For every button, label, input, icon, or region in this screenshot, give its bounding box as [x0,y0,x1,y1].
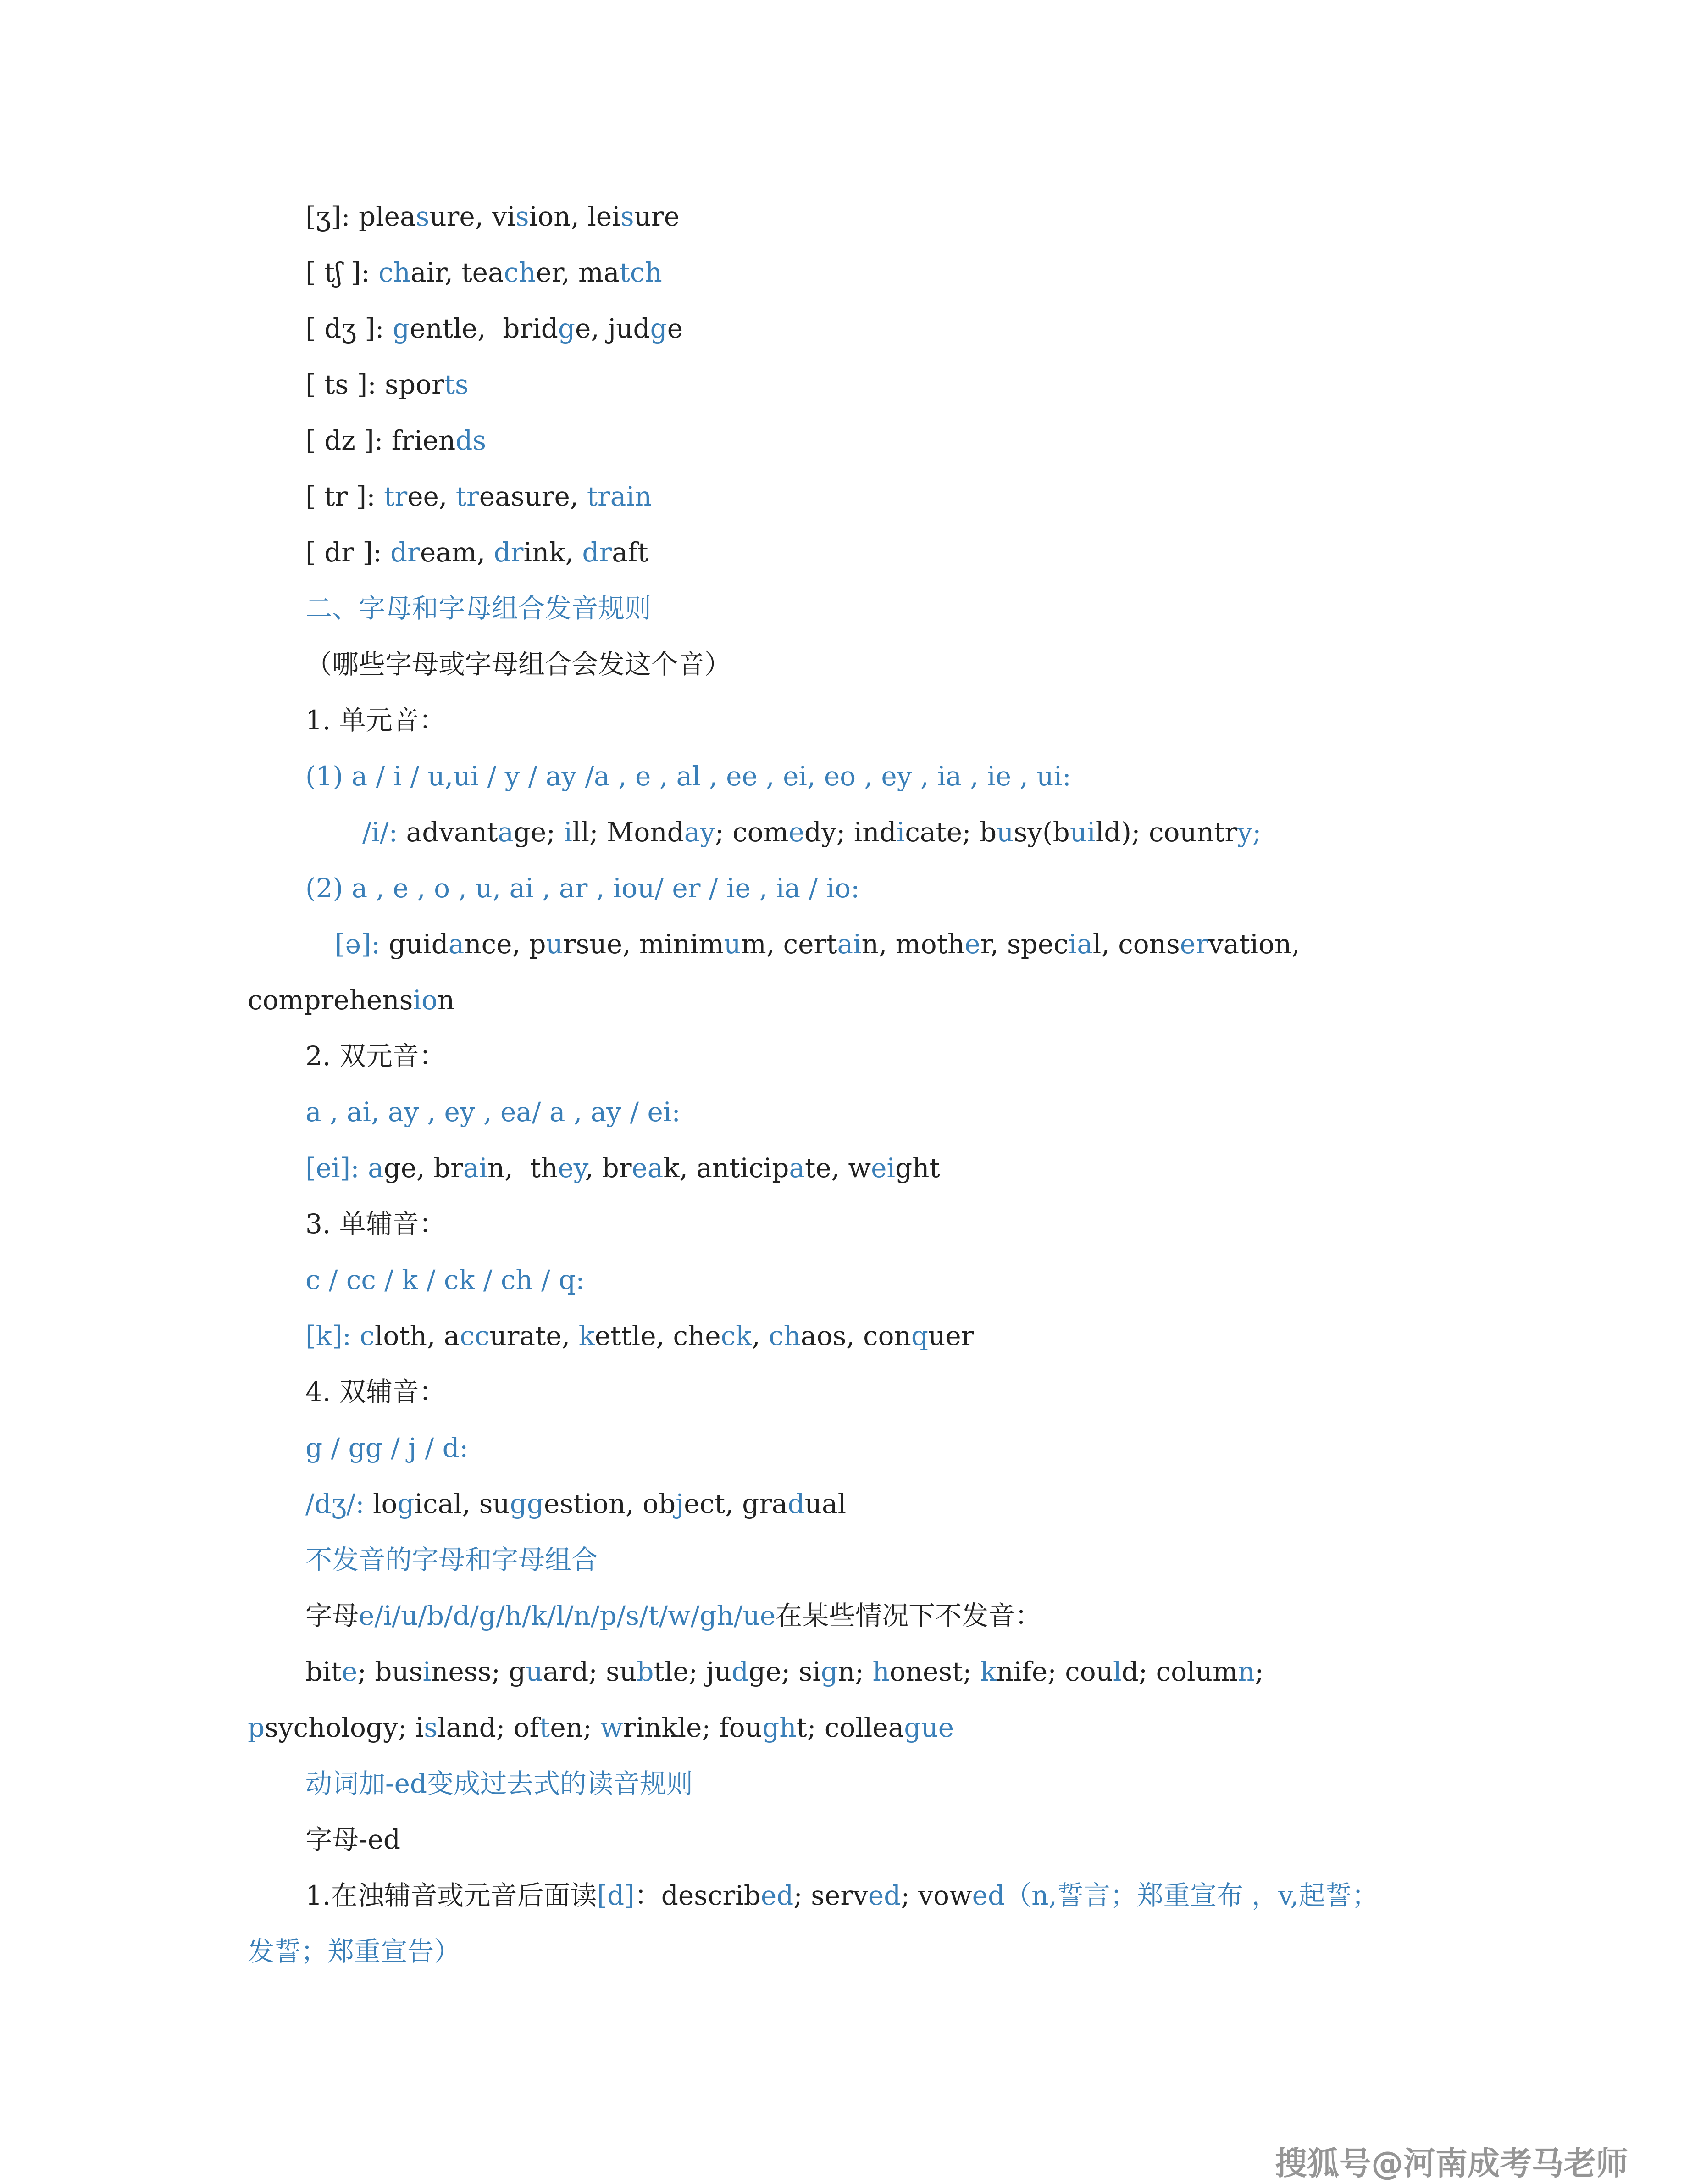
text-segment: 字母 [305,1600,359,1631]
text-segment: er [1180,928,1208,960]
text-segment: nce, p [464,928,546,960]
text-segment: ect, gra [684,1488,788,1519]
text-segment: ai [463,1152,488,1184]
text-segment: cc [460,1320,490,1351]
text-segment: ia [1068,928,1093,960]
text-segment: q [911,1320,929,1351]
text-segment: h [872,1656,890,1687]
text-segment: u [724,928,741,960]
text-segment: tr [455,481,479,512]
text-segment: g [650,313,667,344]
text-segment: e [667,313,683,344]
ed-rule-1-cont [0,1933,1684,1970]
text-segment: ck [720,1320,752,1351]
watermark: 搜狐号@河南成考马老师 [1275,2145,1628,2182]
text-segment: 4. 双辅音： [305,1376,446,1407]
text-segment: dy; ind [804,817,897,848]
text-segment: j [676,1488,684,1519]
text-segment: [ə]: [335,928,389,960]
text-segment: （哪些字母或字母组合会发这个音） [305,649,731,680]
text-segment: ; com [715,817,789,848]
text-segment: dr [493,537,524,568]
text-segment: aft [612,537,648,568]
silent-letters-intro [0,1597,1684,1634]
text-segment: er, ma [536,257,620,288]
text-segment: m, cert [741,928,837,960]
text-segment: s [620,201,634,232]
text-segment: en; [550,1712,601,1743]
text-segment: [d] [597,1880,635,1911]
text-segment: g [397,1488,415,1519]
ed-rule-1 [0,1877,1684,1914]
text-segment: y; [1237,817,1262,848]
text-segment: ay [684,817,715,848]
text-segment: ey [558,1152,585,1184]
text-segment: ch [769,1320,801,1351]
double-consonant-examples [0,1485,1684,1522]
text-segment: (1) a / i / u,ui / y / ay /a , e , al , ee , ei, eo , ey , ia , ie , ui: [305,761,1071,792]
text-segment: 发誓；郑重宣告） [248,1936,461,1967]
text-segment: ettle, che [594,1320,721,1351]
text-segment: i [896,817,905,848]
text-segment: a [368,1152,384,1184]
text-segment: w [600,1712,623,1743]
text-segment: d [731,1656,749,1687]
text-segment: ain [610,481,652,512]
text-segment: e [342,1656,358,1687]
heading-diphthong [0,1038,1684,1074]
text-segment: r, spec [980,928,1069,960]
text-segment: e [964,928,980,960]
text-segment: uer [928,1320,974,1351]
text-segment: c [360,1320,375,1351]
diphthong-letters [0,1094,1684,1130]
line-dz [0,422,1684,459]
text-segment: bit [305,1656,342,1687]
text-segment: ai [837,928,862,960]
text-segment: 在某些情况下不发音： [776,1600,1042,1631]
heading-monophthong [0,702,1684,739]
text-segment: s [424,1712,438,1743]
text-segment: , br [585,1152,632,1184]
text-segment: ll; Mond [572,817,684,848]
ed-subtitle [0,1821,1684,1858]
text-segment: d [787,1488,805,1519]
text-segment: 2. 双元音： [305,1040,446,1072]
text-segment: s [515,201,529,232]
text-segment: ch [378,257,411,288]
rule-2-letters [0,870,1684,906]
text-segment: ght [895,1152,940,1184]
text-segment: vation, [1208,928,1300,960]
text-segment: rsue, minim [563,928,724,960]
text-segment: ei [871,1152,895,1184]
text-segment: ds [455,425,487,456]
text-segment: i [422,1656,432,1687]
line-dr [0,534,1684,571]
line-ts [0,366,1684,403]
text-segment: te, w [804,1152,871,1184]
rule-2-examples [0,926,1684,962]
text-segment: 动词加-ed变成过去式的读音规则 [305,1768,693,1799]
text-segment: ; bus [357,1656,423,1687]
text-segment: ge; [513,817,564,848]
text-segment: b [637,1656,654,1687]
text-segment: n, moth [861,928,965,960]
text-segment: entle, brid [410,313,558,344]
text-segment: ; vow [901,1880,972,1911]
text-segment: /i/: [362,817,406,848]
text-segment: ; [1255,1656,1264,1687]
text-segment: ：describ [634,1880,761,1911]
text-segment: u [526,1656,543,1687]
text-segment: 二、字母和字母组合发音规则 [305,593,652,624]
text-segment: ard; su [543,1656,637,1687]
text-segment: dr [582,537,612,568]
text-segment: t [539,1712,550,1743]
text-segment: [k]: [305,1320,360,1351]
text-segment: aos, con [800,1320,911,1351]
text-segment: cate; b [905,817,997,848]
text-segment: estion, ob [543,1488,676,1519]
text-segment: i [564,817,572,848]
text-segment: gg [510,1488,544,1519]
text-segment: tr [384,481,408,512]
text-segment: e, jud [575,313,650,344]
text-segment: u [546,928,563,960]
text-segment: gh [762,1712,797,1743]
section-heading-letter-rules [0,590,1684,627]
text-segment: ed [760,1880,794,1911]
text-segment: nife; cou [996,1656,1113,1687]
text-segment: 1. 单元音： [305,705,446,736]
text-segment: g [392,313,410,344]
double-consonant-letters [0,1429,1684,1466]
line-ʒ [0,198,1684,235]
text-segment: ge; si [748,1656,821,1687]
text-segment: urate, [489,1320,579,1351]
text-segment: loth, a [374,1320,460,1351]
text-segment: g [820,1656,838,1687]
text-segment: ts [444,369,469,400]
text-segment: [ tr ]: [305,481,384,512]
text-segment: advant [406,817,498,848]
text-segment: ure [634,201,680,232]
text-segment: a [448,928,465,960]
rule-1-letters [0,758,1684,795]
text-segment: n [437,984,455,1016]
text-segment: ink, [523,537,582,568]
text-segment: easure, [479,481,587,512]
text-segment: , [752,1320,769,1351]
text-segment: n, th [487,1152,558,1184]
text-segment: gue [904,1712,954,1743]
silent-letters-examples-cont [0,1709,1684,1746]
text-segment: k [980,1656,997,1687]
text-segment: land; of [438,1712,540,1743]
text-segment: 1.在浊辅音或元音后面读 [305,1880,597,1911]
text-segment: p [248,1712,265,1743]
rule-2-examples-cont [0,982,1684,1018]
text-segment: e [788,817,804,848]
text-segment: sy(b [1014,817,1070,848]
text-segment: l, cons [1092,928,1180,960]
text-segment: dr [390,537,420,568]
line-tʃ [0,254,1684,291]
text-segment: io [413,984,438,1016]
text-segment: c / cc / k / ck / ch / q: [305,1264,585,1295]
line-tr [0,478,1684,515]
consonant-examples [0,1317,1684,1354]
text-segment: [ ts ]: spor [305,369,444,400]
heading-double-consonant [0,1373,1684,1410]
text-segment: 字母-ed [305,1824,401,1855]
consonant-letters [0,1261,1684,1298]
text-segment: g / gg / j / d: [305,1432,469,1463]
text-segment: ea [632,1152,664,1184]
text-segment: [ dʒ ]: [305,313,393,344]
text-segment: ld); countr [1095,817,1238,848]
text-segment: [ei]: [305,1152,368,1184]
text-segment: (2) a , e , o , u, ai , ar , iou/ er / ie , ia / io: [305,872,860,904]
text-segment: [ dr ]: [305,537,390,568]
text-segment: ui [1069,817,1096,848]
text-segment: comprehens [248,984,413,1016]
text-segment: [ dz ]: frien [305,425,456,456]
text-segment: tr [587,481,610,512]
text-segment: 不发音的字母和字母组合 [305,1544,598,1575]
text-segment: n; [838,1656,873,1687]
heading-single-consonant [0,1206,1684,1242]
text-segment: ; serv [793,1880,868,1911]
text-segment: a [789,1152,805,1184]
text-segment: lo [372,1488,398,1519]
text-segment: ual [804,1488,847,1519]
text-segment: ness; g [431,1656,526,1687]
text-segment: [ tʃ ]: [305,257,379,288]
text-segment: eam, [420,537,494,568]
text-segment: g [558,313,575,344]
diphthong-examples [0,1150,1684,1186]
text-segment: rinkle; fou [623,1712,763,1743]
text-segment: d; colum [1121,1656,1238,1687]
section-heading-silent-letters [0,1541,1684,1578]
text-segment: ee, [407,481,456,512]
text-segment: ion, lei [529,201,620,232]
text-segment: air, tea [410,257,504,288]
text-segment: e/i/u/b/d/g/h/k/l/n/p/s/t/w/gh/ue [359,1600,776,1631]
silent-letters-examples [0,1653,1684,1690]
rule-1-examples [0,814,1684,850]
section-subtitle [0,646,1684,683]
text-segment: s [415,201,430,232]
text-segment: ical, su [414,1488,510,1519]
text-segment: 3. 单辅音： [305,1208,446,1239]
section-heading-ed-rules [0,1765,1684,1802]
text-segment: t; collea [796,1712,904,1743]
text-segment: tle; ju [654,1656,731,1687]
text-segment: tch [619,257,662,288]
text-segment: n [1237,1656,1255,1687]
text-segment: a , ai, ay , ey , ea/ a , ay / ei: [305,1096,681,1128]
text-segment: a [498,817,514,848]
text-segment: ge, br [383,1152,463,1184]
text-segment: /dʒ/: [305,1488,373,1519]
text-segment: ed（n,誓言；郑重宣布 ，v,起誓； [972,1880,1379,1911]
text-segment: ure, vi [429,201,515,232]
text-segment: ed [868,1880,901,1911]
text-segment: k [578,1320,595,1351]
text-segment: ch [504,257,536,288]
line-dʒ [0,310,1684,347]
text-segment: onest; [889,1656,980,1687]
text-segment: l [1113,1656,1122,1687]
text-segment: guid [388,928,449,960]
text-segment: u [997,817,1014,848]
text-segment: [ʒ]: plea [305,201,416,232]
text-segment: sychology; i [265,1712,424,1743]
text-segment: k, anticip [663,1152,789,1184]
